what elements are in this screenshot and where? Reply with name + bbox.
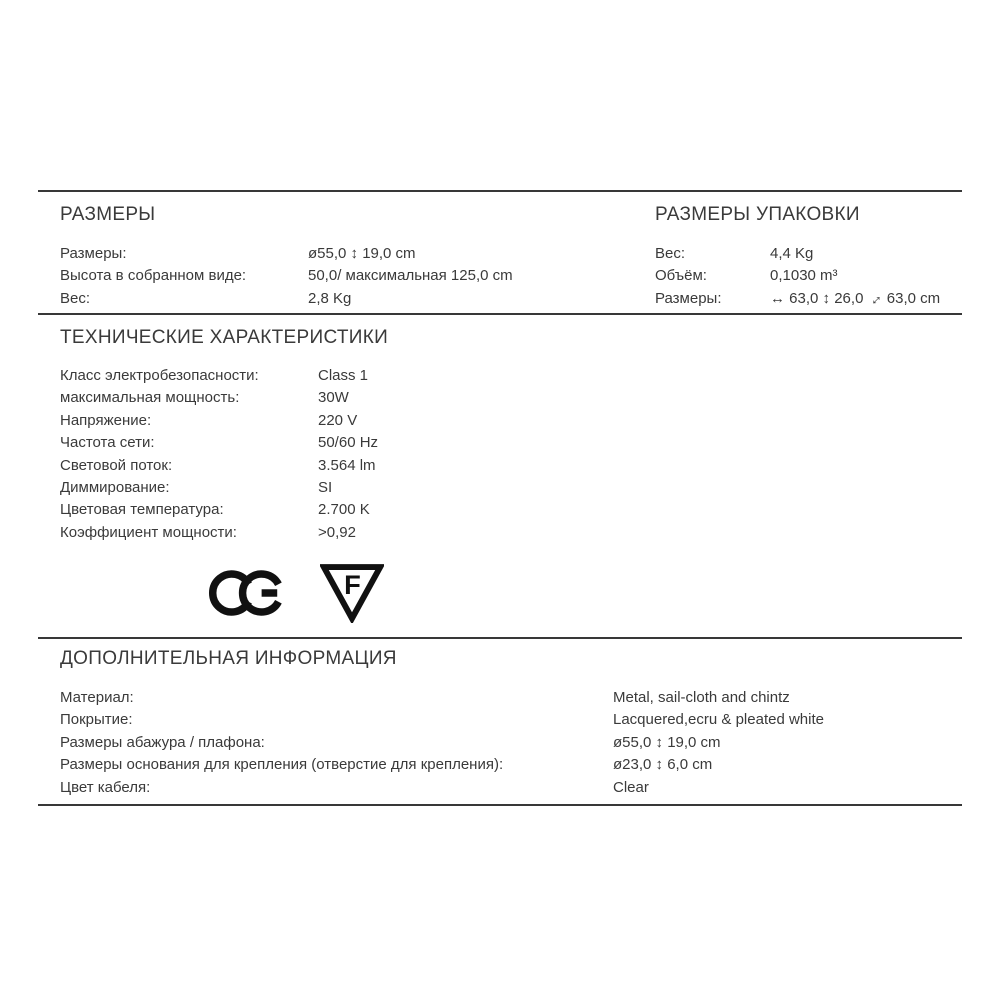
section-additional	[38, 637, 962, 804]
spec-row	[60, 477, 962, 499]
spec-label: Световой поток:	[60, 456, 173, 474]
spec-row	[60, 265, 655, 287]
f-mark-icon	[320, 563, 384, 623]
ce-mark-icon	[208, 569, 284, 617]
spec-label: Материал:	[60, 689, 134, 706]
spec-value: ø23,0 ↕ 6,0 cm	[613, 756, 713, 774]
spec-label: Размеры основания для крепления (отверстие для крепления):	[60, 756, 504, 774]
spec-row	[60, 288, 655, 310]
spec-label: Размеры:	[655, 289, 722, 307]
packaging-dimensions-value	[770, 288, 940, 310]
spec-value: ø55,0 ↕ 19,0 cm	[308, 245, 416, 262]
spec-value: 220 V	[318, 411, 358, 429]
package-width-dimension: ↔ 63,0	[770, 289, 819, 307]
package-height-dimension: ↕ 26,0	[822, 289, 864, 307]
spec-value: 0,1030 m³	[770, 267, 838, 285]
spec-label: Высота в собранном виде:	[60, 267, 247, 285]
spec-row	[60, 243, 655, 265]
spec-label: Частота сети:	[60, 434, 155, 452]
spec-row	[60, 754, 962, 776]
spec-label: максимальная мощность:	[60, 389, 240, 407]
spec-label: Покрытие:	[60, 711, 133, 729]
spec-value: 50,0/ максимальная 125,0 cm	[308, 267, 513, 285]
spec-value: Metal, sail-cloth and chintz	[613, 689, 790, 706]
spec-row	[60, 732, 962, 754]
f-mark-letter: F	[344, 569, 361, 601]
dimensions-column	[60, 204, 655, 313]
spec-value: Clear	[613, 778, 649, 796]
bottom-divider	[38, 804, 962, 806]
spec-value: 3.564 lm	[318, 456, 376, 474]
spec-row	[655, 288, 962, 310]
spec-value: >0,92	[318, 523, 356, 541]
technical-rows	[60, 365, 962, 544]
section-technical	[38, 313, 962, 637]
spec-label: Вес:	[60, 289, 91, 307]
spec-value: 4,4 Kg	[770, 245, 814, 262]
spec-label: Объём:	[655, 267, 707, 285]
package-depth-dimension: 63,0 cm	[886, 289, 941, 307]
spec-row	[655, 243, 962, 265]
spec-label: Диммирование:	[60, 479, 170, 497]
spec-value: 2,8 Kg	[308, 289, 352, 307]
spec-row	[60, 432, 962, 454]
technical-section-title: ТЕХНИЧЕСКИЕ ХАРАКТЕРИСТИКИ	[60, 327, 389, 348]
packaging-column	[655, 204, 962, 313]
spec-row	[60, 387, 962, 409]
spec-label: Класс электробезопасности:	[60, 367, 259, 384]
dimensions-section-title: РАЗМЕРЫ	[60, 204, 156, 225]
spec-label: Коэффициент мощности:	[60, 523, 237, 541]
dimensions-rows	[60, 243, 655, 310]
spec-value: 50/60 Hz	[318, 434, 379, 452]
packaging-rows	[655, 243, 962, 310]
spec-label: Размеры:	[60, 245, 127, 262]
spec-label: Вес:	[655, 245, 686, 262]
spec-value: 2.700 K	[318, 501, 370, 519]
spec-row	[60, 499, 962, 521]
spec-sheet	[38, 190, 962, 806]
spec-label: Напряжение:	[60, 411, 152, 429]
spec-row	[60, 522, 962, 544]
spec-row	[60, 410, 962, 432]
spec-row	[60, 777, 962, 799]
spec-label: Цветовая температура:	[60, 501, 224, 519]
section-dimensions-and-packaging	[38, 190, 962, 313]
spec-value: 30W	[318, 389, 349, 407]
spec-row	[60, 455, 962, 477]
spec-row	[60, 365, 962, 387]
packaging-section-title: РАЗМЕРЫ УПАКОВКИ	[655, 204, 860, 225]
spec-row	[60, 687, 962, 709]
diagonal-arrow-icon: ↔	[863, 287, 886, 310]
spec-row	[655, 265, 962, 287]
spec-label: Размеры абажура / плафона:	[60, 733, 265, 751]
spec-value: Lacquered,ecru & pleated white	[613, 711, 824, 729]
spec-label: Цвет кабеля:	[60, 778, 151, 796]
additional-rows	[60, 687, 962, 799]
spec-row	[60, 709, 962, 731]
additional-section-title: ДОПОЛНИТЕЛЬНАЯ ИНФОРМАЦИЯ	[60, 648, 397, 669]
spec-value: Class 1	[318, 367, 369, 384]
certification-logos	[208, 562, 962, 624]
spec-value: SI	[318, 479, 333, 497]
spec-value: ø55,0 ↕ 19,0 cm	[613, 733, 721, 751]
